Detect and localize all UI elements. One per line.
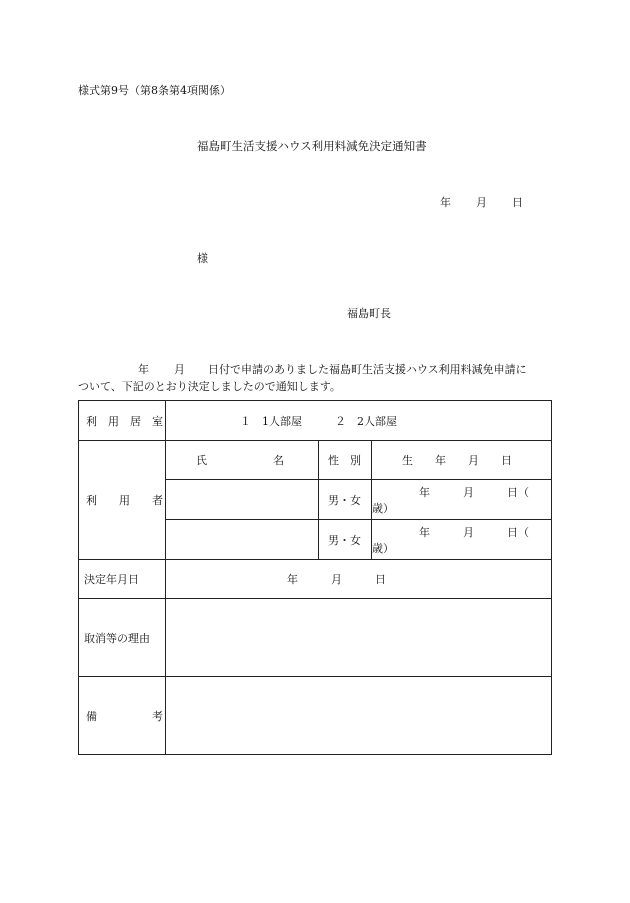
reason-label-cell [79, 599, 166, 677]
room-label-cell [79, 401, 166, 441]
room-options-cell[interactable] [166, 401, 552, 441]
body-line1: 日付で申請のありました福島町生活支援ハウス利用料減免申請に [208, 363, 527, 376]
issue-date-day: 日 [512, 196, 523, 209]
issue-date-year: 年 [440, 196, 451, 209]
decision-date-value: 年 月 日 [287, 573, 386, 586]
name-header: 氏 名 [196, 454, 284, 467]
decision-date-value-cell[interactable] [166, 560, 552, 599]
decision-date-label-cell [79, 560, 166, 599]
room-label: 利 用 居 室 [86, 414, 163, 428]
recipient-suffix: 様 [197, 252, 208, 265]
form-number: 様式第9号（第8条第4項関係） [78, 84, 231, 97]
remarks-value-cell[interactable] [166, 677, 552, 755]
document-title: 福島町生活支援ハウス利用料減免決定通知書 [197, 139, 427, 153]
issuer-name: 福島町長 [347, 307, 391, 320]
sex-header-cell [319, 441, 372, 480]
user1-sex-cell[interactable] [319, 480, 372, 520]
user1-birth-cell[interactable] [372, 480, 552, 520]
user2-birth: 年 月 日（ 歳） [372, 525, 551, 555]
birth-header-cell [372, 441, 552, 480]
remarks-label-cell [79, 677, 166, 755]
user2-sex: 男・女 [328, 533, 361, 547]
decision-table [78, 400, 552, 755]
user2-birth-cell[interactable] [372, 520, 552, 560]
body-year: 年 [138, 363, 149, 376]
birth-header: 生 年 月 日 [402, 454, 512, 467]
user1-sex: 男・女 [328, 493, 361, 507]
remarks-label: 備 考 [86, 709, 163, 723]
user-label: 利 用 者 [86, 494, 163, 507]
name-header-cell [166, 441, 319, 480]
sex-header: 性 別 [328, 454, 361, 467]
decision-date-label: 決定年月日 [84, 573, 139, 586]
user2-sex-cell[interactable] [319, 520, 372, 560]
issue-date-month: 月 [476, 196, 487, 209]
body-line2: ついて、下記のとおり決定しましたので通知します。 [78, 380, 341, 393]
user-label-cell [79, 441, 166, 560]
reason-value-cell[interactable] [166, 599, 552, 677]
body-month: 月 [174, 363, 185, 376]
reason-label: 取消等の理由 [84, 631, 150, 645]
user1-name-cell[interactable] [166, 480, 319, 520]
user2-name-cell[interactable] [166, 520, 319, 560]
room-options: １ 1人部屋 ２ 2人部屋 [240, 414, 397, 428]
user1-birth: 年 月 日（ 歳） [372, 485, 551, 515]
